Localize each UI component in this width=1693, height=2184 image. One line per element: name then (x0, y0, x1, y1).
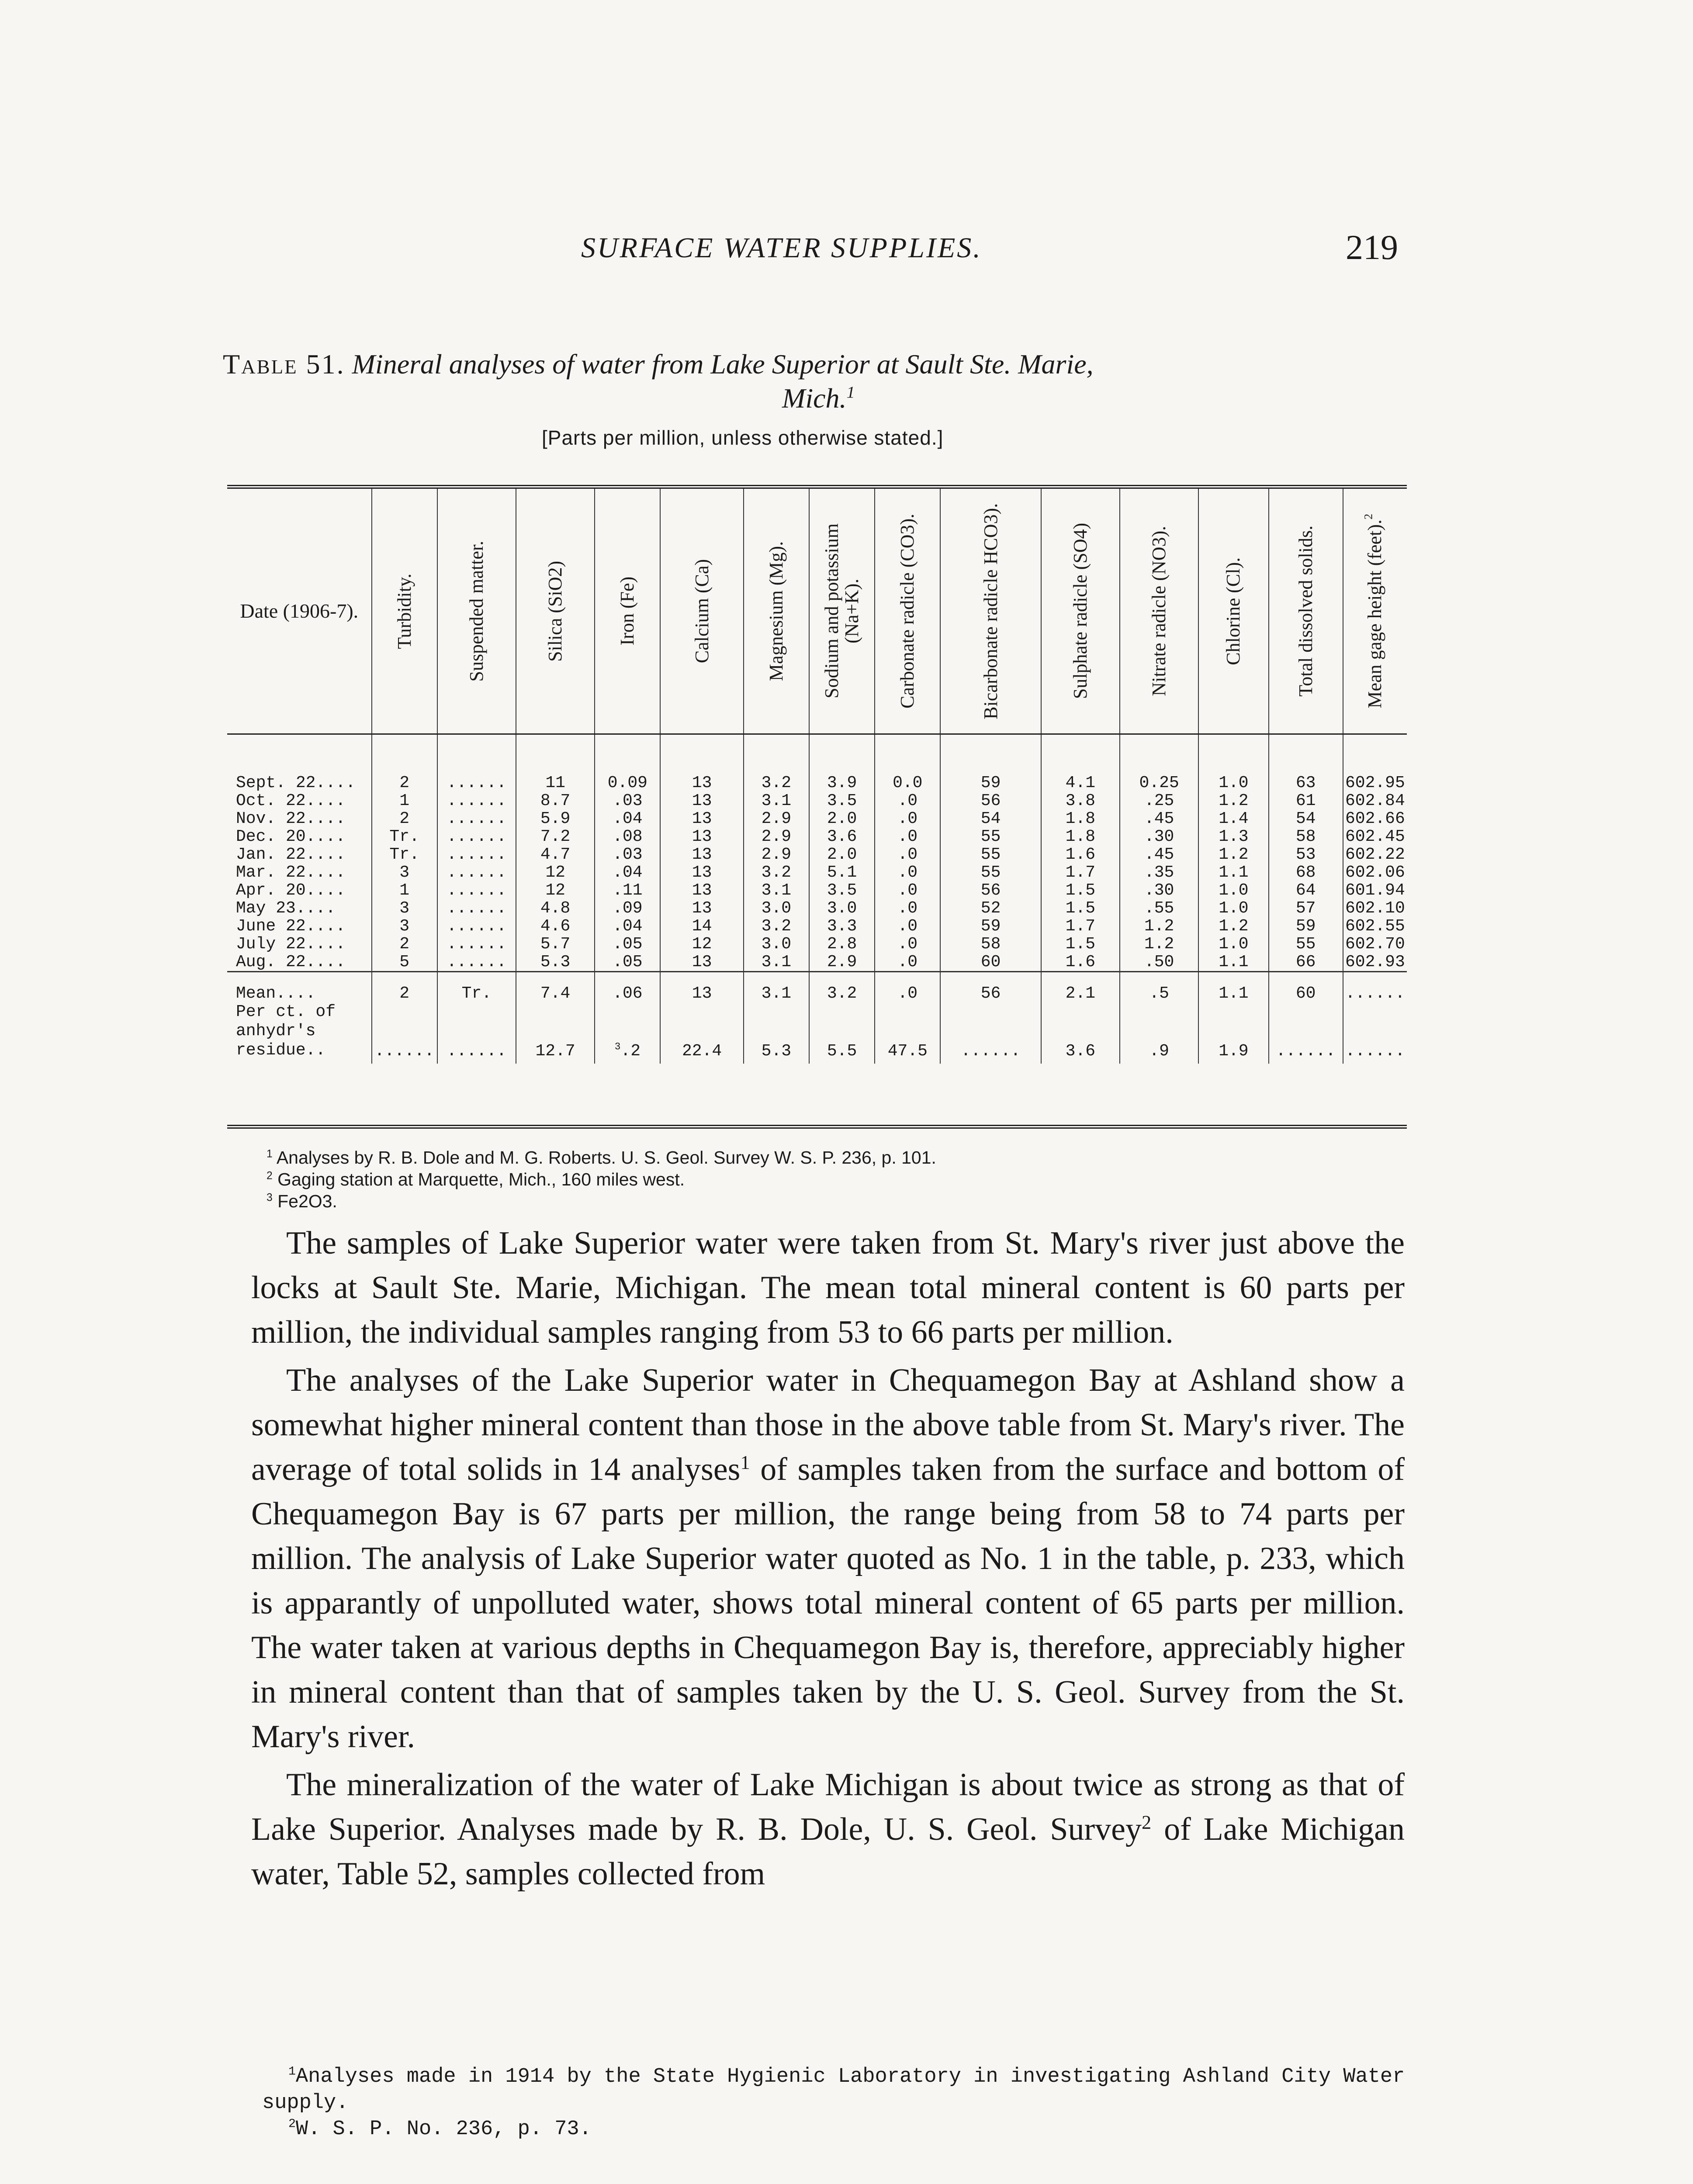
table-cell: 68 (1269, 864, 1343, 881)
table-cell: 66 (1269, 953, 1343, 972)
table-row (227, 917, 1407, 935)
table-cell: .30 (1120, 828, 1198, 846)
table-cell: Tr. (437, 972, 516, 1003)
table-cell: 2 (372, 734, 437, 792)
table-cell: $^3$.2 (595, 1002, 660, 1064)
table-cell: 3 (372, 899, 437, 917)
column-header-chlorine: Chlorine (Cl). (1198, 487, 1268, 734)
table-cell: 54 (940, 810, 1041, 828)
table-cell: 2.9 (809, 953, 875, 972)
table-cell: 56 (940, 792, 1041, 810)
table-row (227, 810, 1407, 828)
table-cell: .9 (1120, 1002, 1198, 1064)
table-cell: Sept. 22.... (236, 774, 356, 792)
table-cell: May 23.... (236, 899, 336, 918)
footnote: $^2$W. S. P. No. 236, p. 73. (288, 2117, 592, 2141)
table-cell: .04 (595, 864, 660, 881)
table-cell: 5.3 (744, 1002, 809, 1064)
table-cell: 3.6 (1041, 1002, 1120, 1064)
page-number: 219 (1346, 228, 1398, 267)
table-cell: 2 (372, 810, 437, 828)
table-cell: 3.1 (744, 881, 809, 899)
table-cell: 4.7 (516, 846, 595, 864)
table-cell: 3.2 (744, 917, 809, 935)
table-cell: 1.9 (1198, 1002, 1268, 1064)
table-cell: 13 (660, 810, 743, 828)
table-cell: 11 (516, 734, 595, 792)
table-cell: 55 (940, 846, 1041, 864)
table-cell: 58 (940, 935, 1041, 953)
table-cell: 12 (516, 864, 595, 881)
table-row (227, 953, 1407, 972)
running-title: SURFACE WATER SUPPLIES. (581, 232, 982, 264)
table-cell: .55 (1120, 899, 1198, 917)
table-cell: 2.1 (1041, 972, 1120, 1003)
table-footnote: $^2$ Gaging station at Marquette, Mich., 160 miles west. (267, 1169, 685, 1189)
table-cell: 3.0 (744, 935, 809, 953)
table-cell: 1 (372, 792, 437, 810)
table-cell: .0 (875, 792, 940, 810)
table-cell: .0 (875, 846, 940, 864)
table-cell: ...... (372, 1002, 437, 1064)
table-cell: ...... (1269, 1002, 1343, 1064)
table-cell: 2.0 (809, 810, 875, 828)
table-cell: .04 (595, 810, 660, 828)
paragraph: The mineralization of the water of Lake Michigan is about twice as strong as that of Lake Superior. Analyses made by R. B. Dole, U. S. Geol. Survey$^2$ of Lake Michigan water, Table 52, samples collected from (251, 1767, 1405, 1892)
paragraph: The analyses of the Lake Superior water in Chequamegon Bay at Ashland show a somewhat higher mineral content than those in the above table from St. Mary's river. The average of total solids in 14 analyses$^1$ of samples taken from the surface and bottom of Chequamegon Bay is 67 parts per million, the range being from 58 to 74 parts per million. The analysis of Lake Superior water quoted as No. 1 in the table, p. 233, which is apparantly of unpolluted water, shows total mineral content of 65 parts per million. The water taken at various depths in Chequamegon Bay is, therefore, appreciably higher in mineral content than that of samples taken by the U. S. Geol. Survey from the St. Mary's river. (251, 1362, 1405, 1755)
table-cell: 3.5 (809, 792, 875, 810)
table-cell: ...... (437, 734, 516, 792)
table-cell: 1.5 (1041, 935, 1120, 953)
table-cell: 1.2 (1120, 917, 1198, 935)
table-cell: .45 (1120, 846, 1198, 864)
table-caption (223, 347, 1402, 381)
table-cell: ...... (1343, 1002, 1407, 1064)
column-header-sulphate: Sulphate radicle (SO4) (1041, 487, 1120, 734)
table-cell: 59 (940, 917, 1041, 935)
table-cell: 13 (660, 953, 743, 972)
table-cell: .25 (1120, 792, 1198, 810)
table-cell: 0.09 (595, 734, 660, 792)
column-header-sodium-potassium: Sodium and potassium (Na+K). (809, 487, 875, 734)
table-cell: 52 (940, 899, 1041, 917)
percent-anhydrous-residue-row (227, 1002, 1407, 1064)
table-cell: ...... (437, 810, 516, 828)
table-cell: 7.2 (516, 828, 595, 846)
table-cell: 3.8 (1041, 792, 1120, 810)
mineral-analysis-table (227, 485, 1407, 1064)
table-cell: 12 (516, 881, 595, 899)
table-cell: 3.2 (809, 972, 875, 1003)
table-cell: 5.5 (809, 1002, 875, 1064)
table-cell: 47.5 (875, 1002, 940, 1064)
table-cell: 3.9 (809, 734, 875, 792)
table-cell: 3.0 (744, 899, 809, 917)
table-cell: .0 (875, 899, 940, 917)
table-cell: 64 (1269, 881, 1343, 899)
table-cell: .11 (595, 881, 660, 899)
table-cell: 59 (1269, 917, 1343, 935)
table-cell: 60 (940, 953, 1041, 972)
table-cell: 58 (1269, 828, 1343, 846)
caption-footnote-ref: 1 (846, 383, 855, 402)
table-cell: 13 (660, 846, 743, 864)
table-cell: 1.3 (1198, 828, 1268, 846)
table-cell: 12.7 (516, 1002, 595, 1064)
table-cell: .08 (595, 828, 660, 846)
table-cell: June 22.... (236, 917, 346, 936)
table-cell: 13 (660, 734, 743, 792)
table-cell: 1.4 (1198, 810, 1268, 828)
table-cell: 1.2 (1120, 935, 1198, 953)
table-cell: 1.8 (1041, 828, 1120, 846)
table-cell: ...... (437, 953, 516, 972)
table-cell: 1.7 (1041, 917, 1120, 935)
table-cell: 55 (940, 828, 1041, 846)
table-cell: Per ct. of anhydr's residue.. (236, 1002, 336, 1060)
table-cell: 1.0 (1198, 881, 1268, 899)
table-cell: 1.8 (1041, 810, 1120, 828)
column-header-carbonate: Carbonate radicle (CO3). (875, 487, 940, 734)
table-cell: 1.6 (1041, 846, 1120, 864)
table-cell: ...... (437, 899, 516, 917)
table-cell: 13 (660, 972, 743, 1003)
footnote-ref: 1 (740, 1451, 750, 1473)
table-cell: ...... (437, 864, 516, 881)
column-header-total-dissolved-solids: Total dissolved solids. (1269, 487, 1343, 734)
table-cell: 55 (1269, 935, 1343, 953)
table-cell: .5 (1120, 972, 1198, 1003)
table-cell: 5.7 (516, 935, 595, 953)
table-footnote: $^1$ Analyses by R. B. Dole and M. G. Roberts. U. S. Geol. Survey W. S. P. 236, p. 101. (267, 1147, 936, 1168)
table-cell: .03 (595, 792, 660, 810)
table-row (227, 935, 1407, 953)
table-cell: 13 (660, 828, 743, 846)
column-header-silica: Silica (SiO2) (516, 487, 595, 734)
table-units-note: [Parts per million, unless otherwise stated.] (542, 426, 944, 449)
table-cell: Mean.... (227, 972, 372, 1003)
table-cell: July 22.... (236, 935, 346, 954)
table-cell: 53 (1269, 846, 1343, 864)
table-cell: Tr. (372, 828, 437, 846)
table-cell: 3 (372, 917, 437, 935)
table-cell: Jan. 22.... (236, 845, 346, 864)
table-cell: .0 (875, 810, 940, 828)
table-cell: 1.5 (1041, 899, 1120, 917)
table-row (227, 734, 1407, 792)
table-cell: 56 (940, 881, 1041, 899)
table-cell: 3.1 (744, 792, 809, 810)
table-cell: 13 (660, 792, 743, 810)
table-cell: 0.0 (875, 734, 940, 792)
table-cell: 3.1 (744, 972, 809, 1003)
table-cell: 2 (372, 972, 437, 1003)
table-cell: .0 (875, 828, 940, 846)
table-cell: 3 (372, 864, 437, 881)
table-cell: .30 (1120, 881, 1198, 899)
table-cell: 3.1 (744, 953, 809, 972)
table-footnotes (267, 1147, 936, 1212)
table-cell: 602.70 (1343, 935, 1407, 953)
table-header-row (227, 487, 1407, 734)
table-cell: 602.95 (1343, 734, 1407, 792)
column-header-date: Date (1906-7). (240, 600, 359, 622)
column-header-mean-gage-height: Mean gage height (feet).$^2$ (1343, 487, 1407, 734)
table-row (227, 899, 1407, 917)
table-label: Table 51. (223, 349, 345, 380)
table-cell: .0 (875, 917, 940, 935)
table-cell: 3.5 (809, 881, 875, 899)
table-cell: 1.0 (1198, 899, 1268, 917)
table-cell: .06 (595, 972, 660, 1003)
column-header-bicarbonate: Bicarbonate radicle HCO3). (940, 487, 1041, 734)
table-cell: 4.6 (516, 917, 595, 935)
table-cell: 2.0 (809, 846, 875, 864)
table-row (227, 864, 1407, 881)
table-cell: 3.6 (809, 828, 875, 846)
table-row (227, 846, 1407, 864)
table-cell: 602.55 (1343, 917, 1407, 935)
table-cell: 3.2 (744, 864, 809, 881)
table-cell: 4.1 (1041, 734, 1120, 792)
table-cell: 3.0 (809, 899, 875, 917)
table-row (227, 881, 1407, 899)
table-cell: 59 (940, 734, 1041, 792)
table-cell: 63 (1269, 734, 1343, 792)
table-cell: ...... (437, 881, 516, 899)
table-cell: Oct. 22.... (236, 791, 346, 810)
table-cell: ...... (437, 935, 516, 953)
table-cell: 3.3 (809, 917, 875, 935)
table-cell: Apr. 20.... (236, 881, 346, 900)
table-cell: .45 (1120, 810, 1198, 828)
table-cell: .09 (595, 899, 660, 917)
table-cell: 1.1 (1198, 972, 1268, 1003)
table-cell: Tr. (372, 846, 437, 864)
table-cell: ...... (437, 846, 516, 864)
table-cell: 1.2 (1198, 792, 1268, 810)
table-cell: 54 (1269, 810, 1343, 828)
table-cell: 7.4 (516, 972, 595, 1003)
table-cell: 1.0 (1198, 935, 1268, 953)
table-cell: 5.9 (516, 810, 595, 828)
table-bottom-rule (227, 1125, 1407, 1129)
table-cell: ...... (940, 1002, 1041, 1064)
table-cell: 1.2 (1198, 917, 1268, 935)
table-title: Mineral analyses of water from Lake Superior at Sault Ste. Marie, (352, 349, 1094, 380)
table-cell: 1.7 (1041, 864, 1120, 881)
table-cell: Mar. 22.... (236, 863, 346, 882)
table-cell: 13 (660, 864, 743, 881)
table-cell: 0.25 (1120, 734, 1198, 792)
mean-row (227, 972, 1407, 1003)
table-cell: 3.2 (744, 734, 809, 792)
table-cell: ...... (437, 792, 516, 810)
body-text (251, 1221, 1405, 1896)
table-cell: 13 (660, 899, 743, 917)
column-header-nitrate: Nitrate radicle (NO3). (1120, 487, 1198, 734)
table-cell: 2 (372, 935, 437, 953)
table-row (227, 828, 1407, 846)
paragraph: The samples of Lake Superior water were taken from St. Mary's river just above the locks at Sault Ste. Marie, Michigan. The mean total mineral content is 60 parts per million, the individual samples ranging from 53 to 66 parts per million. (251, 1225, 1405, 1350)
table-footnote: $^3$ Fe2O3. (267, 1191, 337, 1211)
table-cell: 12 (660, 935, 743, 953)
table-cell: 61 (1269, 792, 1343, 810)
column-header-magnesium: Magnesium (Mg). (744, 487, 809, 734)
column-header-turbidity: Turbidity. (372, 487, 437, 734)
table-cell: 1.1 (1198, 864, 1268, 881)
table-cell: .0 (875, 953, 940, 972)
table-cell: 4.8 (516, 899, 595, 917)
table-cell: 56 (940, 972, 1041, 1003)
table-cell: Nov. 22.... (236, 809, 346, 828)
table-cell: 1 (372, 881, 437, 899)
table-cell: 60 (1269, 972, 1343, 1003)
table-cell: ...... (437, 917, 516, 935)
table-cell: .0 (875, 972, 940, 1003)
table-cell: .05 (595, 953, 660, 972)
table-cell: 55 (940, 864, 1041, 881)
table-cell: 602.93 (1343, 953, 1407, 972)
table-cell: 57 (1269, 899, 1343, 917)
table-cell: 602.22 (1343, 846, 1407, 864)
table-cell: Dec. 20.... (236, 827, 346, 846)
table-cell: 1.1 (1198, 953, 1268, 972)
table-cell: 5 (372, 953, 437, 972)
table-cell: .35 (1120, 864, 1198, 881)
table-cell: .0 (875, 881, 940, 899)
footnote: $^1$Analyses made in 1914 by the State Hygienic Laboratory in investigating Ashland City Water supply. (262, 2065, 1405, 2115)
table-cell: 602.66 (1343, 810, 1407, 828)
table-cell: 2.8 (809, 935, 875, 953)
page-footnotes (262, 2064, 1407, 2143)
table-cell: 8.7 (516, 792, 595, 810)
column-header-iron: Iron (Fe) (595, 487, 660, 734)
table-cell: 2.9 (744, 846, 809, 864)
column-header-suspended-matter: Suspended matter. (437, 487, 516, 734)
table-cell: .04 (595, 917, 660, 935)
table-cell: ...... (437, 1002, 516, 1064)
table-cell: .05 (595, 935, 660, 953)
table-cell: ...... (1343, 972, 1407, 1003)
table-cell: ...... (437, 828, 516, 846)
table-cell: Aug. 22.... (236, 953, 346, 971)
table-cell: 1.0 (1198, 734, 1268, 792)
table-cell: 2.9 (744, 810, 809, 828)
table-cell: 602.06 (1343, 864, 1407, 881)
table-cell: 602.45 (1343, 828, 1407, 846)
table-cell: .03 (595, 846, 660, 864)
table-cell: 602.84 (1343, 792, 1407, 810)
table-cell: 5.1 (809, 864, 875, 881)
table-cell: 601.94 (1343, 881, 1407, 899)
table-cell: 14 (660, 917, 743, 935)
table-cell: .50 (1120, 953, 1198, 972)
table-cell: 1.6 (1041, 953, 1120, 972)
table-cell: .0 (875, 935, 940, 953)
table-cell: 2.9 (744, 828, 809, 846)
table-cell: 13 (660, 881, 743, 899)
running-head (245, 228, 1398, 280)
table-cell: 1.2 (1198, 846, 1268, 864)
table-cell: 5.3 (516, 953, 595, 972)
footnote-ref: 2 (1142, 1811, 1152, 1833)
table-cell: 602.10 (1343, 899, 1407, 917)
table-title-continued: Mich.$^1$ (782, 383, 855, 414)
table-cell: 1.5 (1041, 881, 1120, 899)
table-cell: .0 (875, 864, 940, 881)
table-row (227, 792, 1407, 810)
table-cell: 22.4 (660, 1002, 743, 1064)
column-header-calcium: Calcium (Ca) (660, 487, 743, 734)
